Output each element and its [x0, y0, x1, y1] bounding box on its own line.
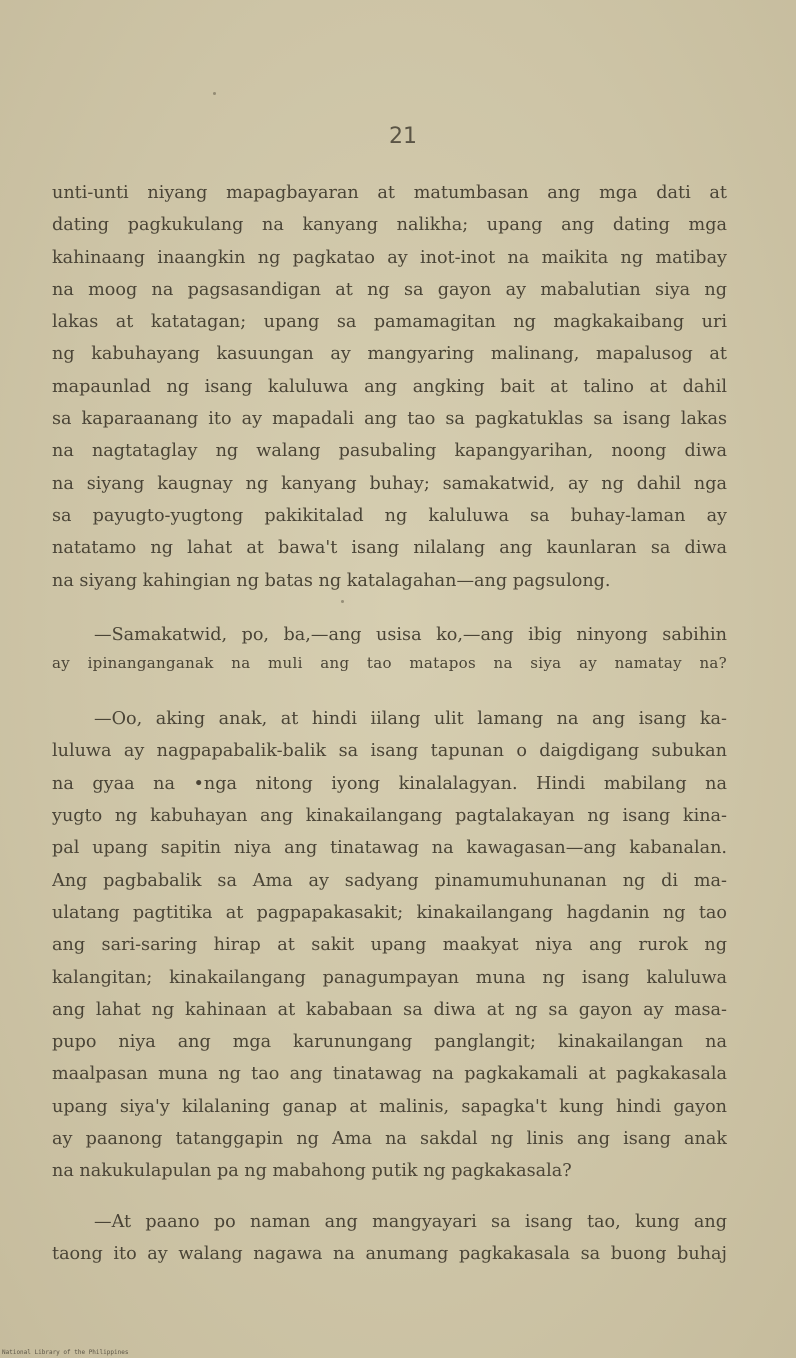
text-line: dating pagkukulang na kanyang nalikha; upang ang dating mga — [52, 215, 727, 236]
text-line: na nakukulapulan pa ng mabahong putik ng pagkakasala? — [52, 1161, 572, 1182]
text-line: pupo niya ang mga karunungang panglangit; kinakailangan na — [52, 1032, 727, 1053]
text-line: Ang pagbabalik sa Ama ay sadyang pinamumuhunanan ng di ma- — [52, 870, 727, 891]
text-line: na siyang kahingian ng batas ng katalagahan—ang pagsulong. — [52, 570, 611, 591]
text-line: ay paanong tatanggapin ng Ama na sakdal ng linis ang isang anak — [52, 1129, 727, 1150]
text-line: yugto ng kabuhayan ang kinakailangang pagtalakayan ng isang kina- — [52, 806, 727, 827]
text-line: ng kabuhayang kasuungan ay mangyaring malinang, mapalusog at — [52, 344, 727, 365]
text-line: ang sari-saring hirap at sakit upang maakyat niya ang rurok ng — [52, 935, 727, 956]
text-line: na gyaa na •nga nitong iyong kinalalagyan. Hindi mabilang na — [52, 773, 727, 794]
text-line: upang siya'y kilalaning ganap at malinis, sapagka't kung hindi gayon — [52, 1096, 727, 1117]
paragraph-3 — [52, 703, 727, 1187]
paragraph-1 — [52, 177, 727, 597]
text-line: lakas at katatagan; upang sa pamamagitan ng magkakaibang uri — [52, 312, 727, 333]
paragraph-2 — [52, 619, 727, 675]
text-line: kalangitan; kinakailangang panagumpayan muna ng isang kaluluwa — [52, 967, 727, 988]
text-line: maalpasan muna ng tao ang tinatawag na pagkakamali at pagkakasala — [52, 1064, 727, 1085]
text-line: kahinaang inaangkin ng pagkatao ay inot-inot na maikita ng matibay — [52, 247, 727, 268]
text-line: —Oo, aking anak, at hindi iilang ulit lamang na ang isang ka- — [94, 709, 727, 730]
text-line: luluwa ay nagpapabalik-balik sa isang tapunan o daigdigang subukan — [52, 741, 727, 762]
text-line: taong ito ay walang nagawa na anumang pagkakasala sa buong buhaj — [52, 1243, 727, 1264]
text-line: ulatang pagtitika at pagpapakasakit; kinakailangang hagdanin ng tao — [52, 902, 727, 923]
body-text — [52, 177, 727, 1270]
paper-speck — [213, 92, 216, 95]
page-number: 21 — [389, 124, 417, 149]
text-line: mapaunlad ng isang kaluluwa ang angking bait at talino at dahil — [52, 376, 727, 397]
text-line: na moog na pagsasandigan at ng sa gayon ay mabalutian siya ng — [52, 279, 727, 300]
text-line: na nagtataglay ng walang pasubaling kapangyarihan, noong diwa — [52, 441, 727, 462]
text-line: —Samakatwid, po, ba,—ang usisa ko,—ang ibig ninyong sabihin — [94, 624, 727, 645]
text-line: sa kaparaanang ito ay mapadali ang tao sa pagkatuklas sa isang lakas — [52, 409, 727, 430]
text-line: ang lahat ng kahinaan at kababaan sa diwa at ng sa gayon ay masa- — [52, 999, 727, 1020]
text-line: pal upang sapitin niya ang tinatawag na kawagasan—ang kabanalan. — [52, 838, 727, 859]
paragraph-4 — [52, 1206, 727, 1271]
text-line: na siyang kaugnay ng kanyang buhay; samakatwid, ay ng dahil nga — [52, 473, 727, 494]
text-line: sa payugto-yugtong pakikitalad ng kaluluwa sa buhay-laman ay — [52, 505, 727, 526]
text-line: —At paano po naman ang mangyayari sa isang tao, kung ang — [94, 1211, 727, 1232]
text-line: ay ipinanganganak na muli ang tao matapos na siya ay namatay na? — [52, 654, 727, 673]
text-line: unti-unti niyang mapagbayaran at matumbasan ang mga dati at — [52, 183, 727, 203]
library-footer: National Library of the Philippines — [2, 1349, 129, 1356]
text-line: natatamo ng lahat at bawa't isang nilalang ang kaunlaran sa diwa — [52, 538, 727, 559]
